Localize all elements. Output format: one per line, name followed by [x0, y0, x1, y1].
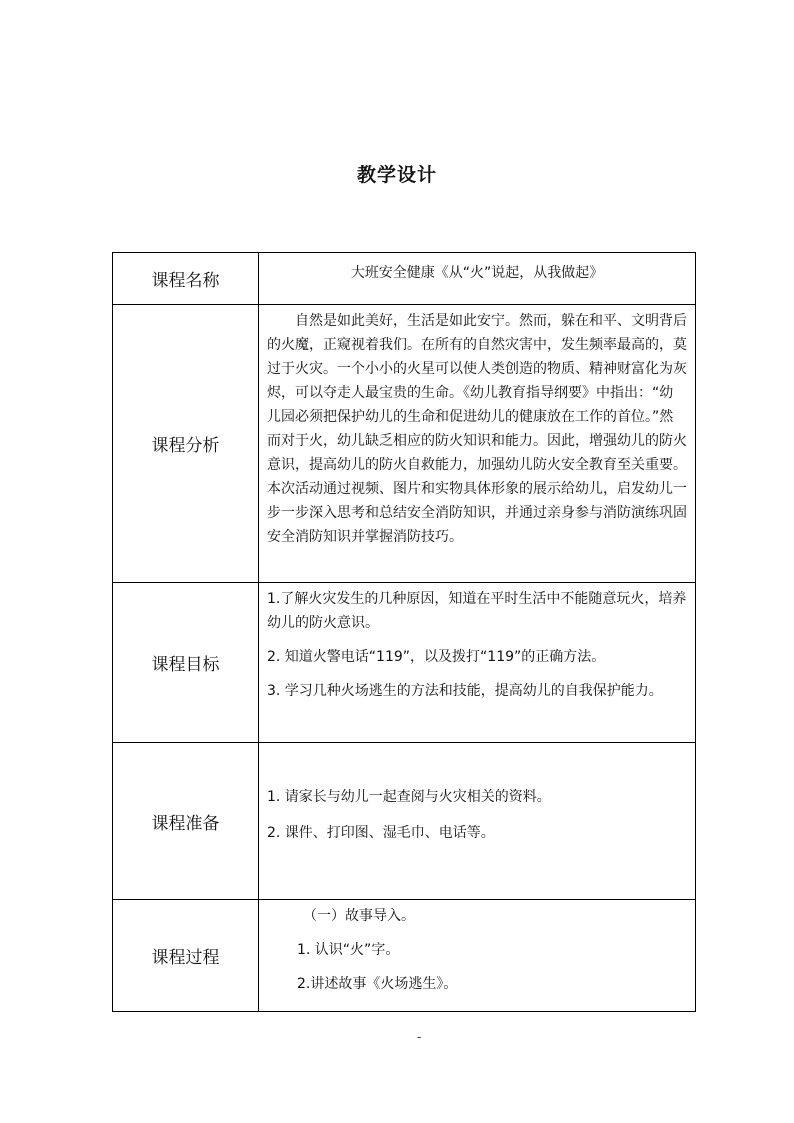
lesson-plan-table: [112, 252, 696, 1012]
process-cell: [259, 900, 696, 1012]
process-item: 2.讲述故事《火场逃生》。: [297, 976, 458, 992]
process-item: （一）故事导入。: [303, 908, 415, 924]
table-row-process: [113, 900, 696, 1012]
table-row-goals: [113, 583, 696, 743]
preparation-item: 1. 请家长与幼儿一起查阅与火灾相关的资料。: [267, 789, 551, 805]
goals-label: 课程目标: [113, 583, 259, 743]
preparation-item: 2. 课件、打印图、湿毛巾、电话等。: [267, 825, 495, 841]
preparation-cell: [259, 743, 696, 900]
course-name-label: 课程名称: [113, 253, 259, 305]
analysis-label: 课程分析: [113, 305, 259, 583]
process-item: 1. 认识“火”字。: [297, 942, 400, 958]
preparation-label: 课程准备: [113, 743, 259, 900]
table-row-preparation: [113, 743, 696, 900]
goals-cell: [259, 583, 696, 743]
table-row-analysis: [113, 305, 696, 583]
goal-item: 1.了解火灾发生的几种原因，知道在平时生活中不能随意玩火，培养幼儿的防火意识。: [267, 591, 687, 631]
analysis-cell: [259, 305, 696, 583]
course-name-value: 大班安全健康《从“火”说起，从我做起》: [350, 265, 604, 281]
process-label: 课程过程: [113, 900, 259, 1012]
goal-item: 3. 学习几种火场逃生的方法和技能，提高幼儿的自我保护能力。: [267, 683, 663, 699]
goal-item: 2. 知道火警电话“119”，以及拨打“119”的正确方法。: [267, 649, 606, 665]
page-title: 教学设计: [356, 164, 437, 186]
page-marker: -: [417, 1030, 422, 1044]
course-name-cell: [259, 253, 696, 305]
table-row-course-name: [113, 253, 696, 305]
analysis-paragraph: 自然是如此美好，生活是如此安宁。然而，躲在和平、文明背后的火魔，正窥视着我们。在所有的自然灾害中，发生频率最高的，莫过于火灾。一个小小的火星可以使人类创造的物质、精神财富化为灰烬，可以夺走人最宝贵的生命。《幼儿教育指导纲要》中指出：“幼儿园必须把保护幼儿的生命和促进幼儿的健康放在工作的首位。”然而对于火，幼儿缺乏相应的防火知识和能力。因此，增强幼儿的防火意识，提高幼儿的防火自救能力，加强幼儿防火安全教育至关重要。本次活动通过视频、图片和实物具体形象的展示给幼儿，启发幼儿一步一步深入思考和总结安全消防知识，并通过亲身参与消防演练巩固安全消防知识并掌握消防技巧。: [267, 313, 687, 545]
